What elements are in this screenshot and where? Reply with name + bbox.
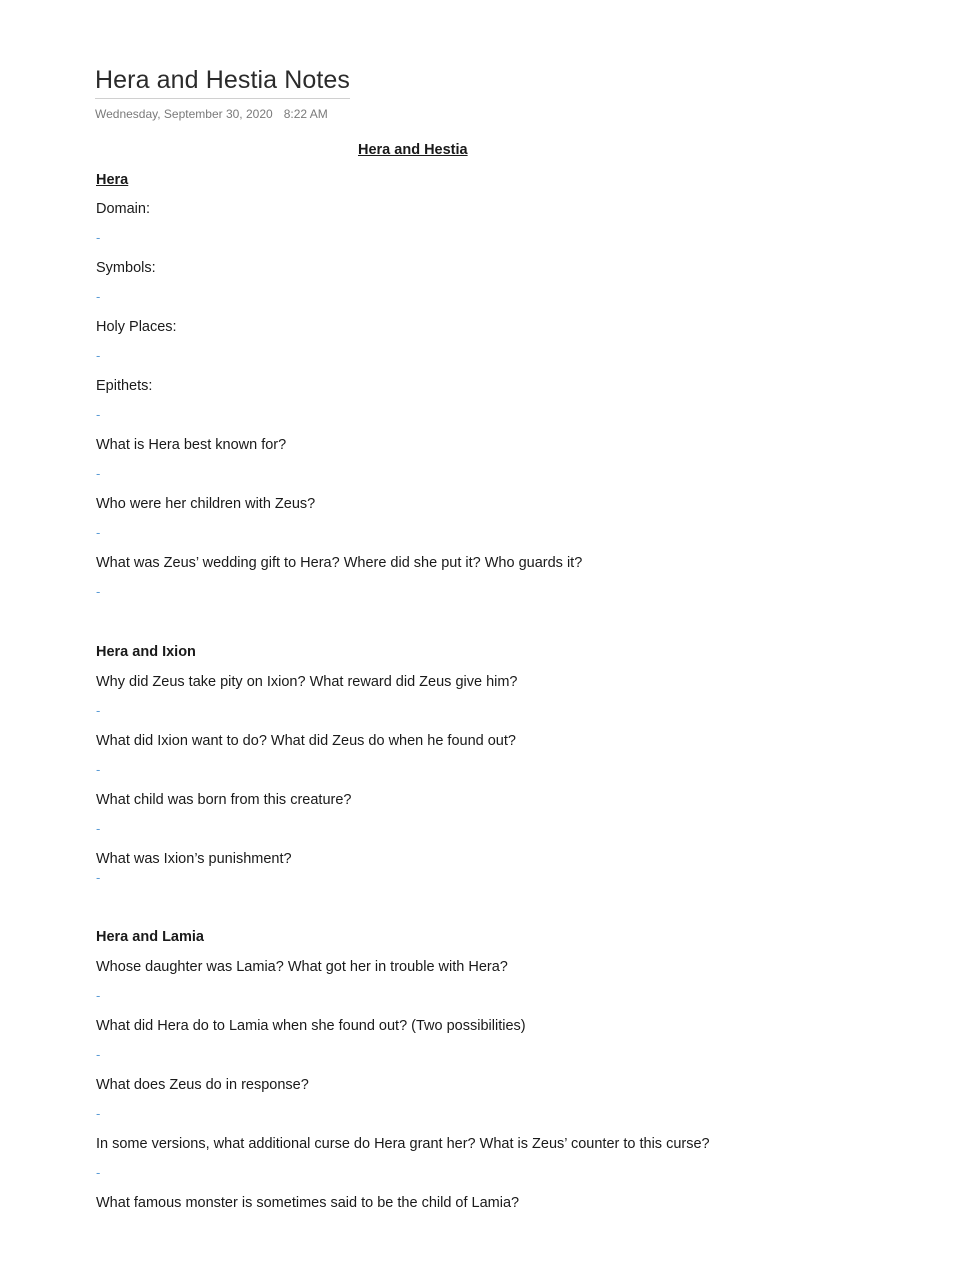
question-line[interactable]: In some versions, what additional curse do Hera grant her? What is Zeus’ counter to this curse? — [96, 1136, 710, 1152]
section-heading-lamia[interactable]: Hera and Lamia — [96, 929, 204, 945]
answer-bullet[interactable]: - — [96, 1165, 101, 1180]
note-title[interactable]: Hera and Hestia Notes — [95, 66, 351, 94]
answer-bullet[interactable]: - — [96, 407, 101, 422]
question-line[interactable]: What famous monster is sometimes said to be the child of Lamia? — [96, 1195, 520, 1211]
question-line[interactable]: Domain: — [96, 201, 150, 217]
question-line[interactable]: What was Ixion’s punishment? — [96, 851, 292, 867]
answer-bullet[interactable]: - — [96, 230, 101, 245]
question-line[interactable]: What did Ixion want to do? What did Zeus do when he found out? — [96, 733, 516, 749]
title-divider — [95, 98, 350, 99]
answer-bullet[interactable]: - — [96, 821, 101, 836]
answer-bullet[interactable]: - — [96, 1106, 101, 1121]
question-line[interactable]: What does Zeus do in response? — [96, 1077, 309, 1093]
answer-bullet[interactable]: - — [96, 870, 101, 885]
question-line[interactable]: What child was born from this creature? — [96, 792, 352, 808]
answer-bullet[interactable]: - — [96, 289, 101, 304]
question-line[interactable]: What did Hera do to Lamia when she found out? (Two possibilities) — [96, 1018, 526, 1034]
question-line[interactable]: What is Hera best known for? — [96, 437, 287, 453]
answer-bullet[interactable]: - — [96, 348, 101, 363]
question-line[interactable]: Symbols: — [96, 260, 156, 276]
question-line[interactable]: Who were her children with Zeus? — [96, 496, 316, 512]
question-line[interactable]: Epithets: — [96, 378, 153, 394]
answer-bullet[interactable]: - — [96, 584, 101, 599]
answer-bullet[interactable]: - — [96, 988, 101, 1003]
question-line[interactable]: Whose daughter was Lamia? What got her in trouble with Hera? — [96, 959, 508, 975]
note-date: Wednesday, September 30, 2020 — [95, 107, 273, 121]
answer-bullet[interactable]: - — [96, 1047, 101, 1062]
question-line[interactable]: What was Zeus’ wedding gift to Hera? Where did she put it? Who guards it? — [96, 555, 583, 571]
section-heading-ixion[interactable]: Hera and Ixion — [96, 644, 196, 660]
question-line[interactable]: Why did Zeus take pity on Ixion? What reward did Zeus give him? — [96, 674, 518, 690]
answer-bullet[interactable]: - — [96, 762, 101, 777]
note-timestamp — [95, 107, 328, 121]
question-line[interactable]: Holy Places: — [96, 319, 177, 335]
answer-bullet[interactable]: - — [96, 466, 101, 481]
answer-bullet[interactable]: - — [96, 703, 101, 718]
note-time: 8:22 AM — [283, 107, 328, 121]
main-heading[interactable]: Hera and Hestia — [358, 142, 468, 158]
answer-bullet[interactable]: - — [96, 525, 101, 540]
section-heading-hera[interactable]: Hera — [96, 172, 129, 188]
